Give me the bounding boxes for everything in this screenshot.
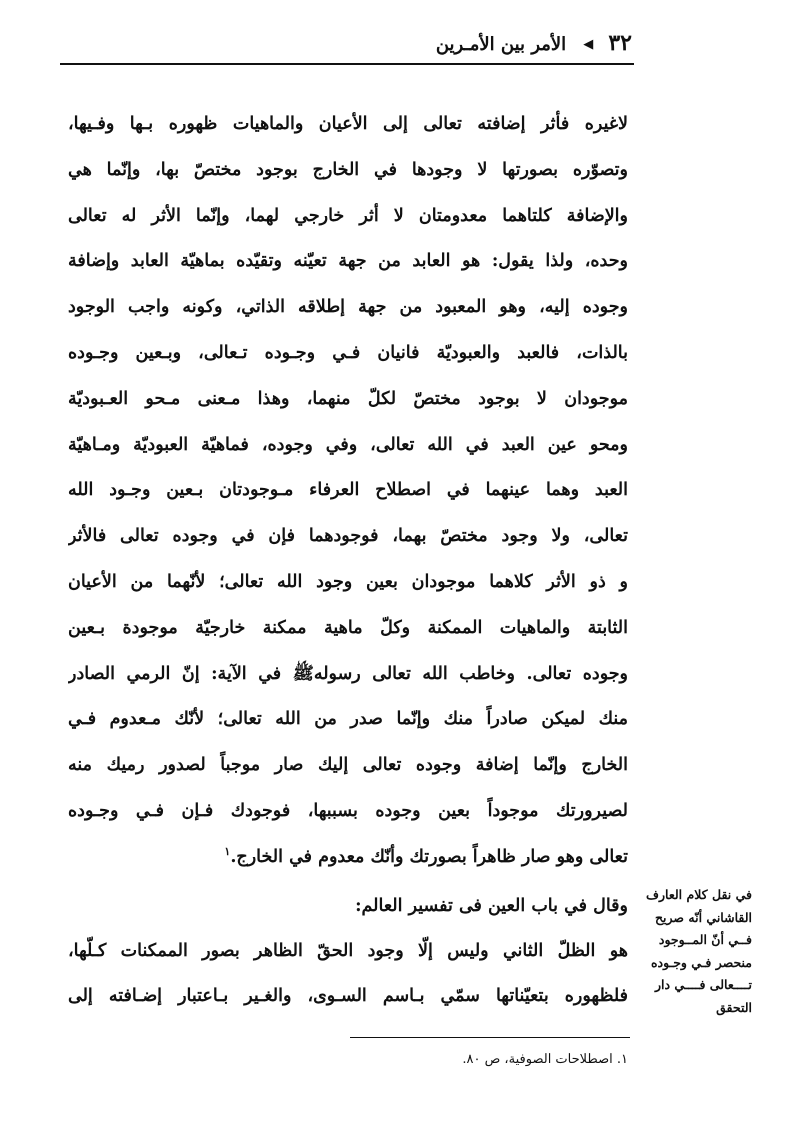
text-line: منك لميكن صادراً منك وإنّما صدر من الله تعالى؛ لأنّك مـعدوم فـي	[68, 709, 628, 730]
margin-note-line: التحقق	[716, 999, 752, 1015]
text-line: وحده، ولذا يقول: هو العابد من جهة تعيّنه وتقيّده بماهيّة العابد وإضافة	[68, 251, 628, 272]
text-line: لصيرورتك موجوداً بعين وجوده بسببها، فوجودك فـإن فـي وجـوده	[68, 800, 628, 821]
running-title: الأمر بين الأمـرين	[435, 34, 567, 55]
text-line: موجودان لا بوجود مختصّ لكلّ منهما، وهذا مـعنى مـحو العـبوديّة	[68, 388, 628, 409]
margin-note-line: في نقل كلام العارف	[646, 887, 752, 902]
text-line: الثابتة والماهيات الممكنة وكلّ ماهية ممكنة خارجيّة موجودة بـعين	[68, 617, 628, 638]
running-header	[60, 30, 632, 58]
margin-note-line: منحصر فـي وجـوده	[650, 954, 752, 970]
text-line-content: تعالى وهو صار ظاهراً بصورتك وأنّك معدوم في الخارج.	[230, 846, 628, 867]
margin-note	[632, 884, 752, 1019]
margin-note-line: القاشاني أنّه صريح	[654, 909, 752, 925]
text-line: فلظهوره بتعيّناتها سمّي بـاسم السـوى، والغـير بـاعتبار إضـافته إلى	[68, 986, 628, 1006]
main-text-block	[68, 102, 628, 881]
text-line: والإضافة كلتاهما معدومتان لا أثر خارجي لهما، وإنّما الأثر له تعالى	[68, 205, 628, 226]
text-line: وجوده تعالى. وخاطب الله تعالى رسولهﷺ في الآية: إنّ الرمي الصادر	[68, 663, 628, 684]
margin-note-line: فــي أنّ المــوجود	[658, 932, 752, 947]
section-heading-line: وقال في باب العين فى تفسير العالم:	[355, 896, 628, 916]
text-line	[68, 835, 628, 881]
footnote: ١. اصطلاحات الصوفية، ص ٨٠.	[462, 1052, 628, 1067]
text-line: ومحو عين العبد في الله تعالى، وفي وجوده، فماهيّة العبوديّة ومـاهيّة	[68, 434, 628, 455]
margin-note-line: تــــعالى فــــي دار	[654, 977, 752, 992]
play-left-icon: ◀	[583, 37, 594, 52]
footnote-rule	[350, 1037, 630, 1038]
text-line: بالذات، فالعبد والعبوديّة فانيان فـي وجـوده تـعالى، وبـعين وجـوده	[68, 342, 628, 363]
page-number: ٣٢	[608, 30, 632, 56]
second-section	[68, 884, 628, 1019]
text-line: وتصوّره بصورتها لا وجودها في الخارج بوجود مختصّ بها، وإنّما هي	[68, 159, 628, 180]
text-line: وجوده إليه، وهو المعبود من جهة إطلاقه الذاتي، وكونه واجب الوجود	[68, 297, 628, 318]
text-line: العبد وهما عينهما في اصطلاح العرفاء مـوجودتان بـعين وجـود الله	[68, 480, 628, 501]
text-line: تعالى، ولا وجود مختصّ بهما، فوجودهما فإن في وجوده تعالى فالأثر	[68, 526, 628, 547]
text-line: لاغيره فأثر إضافته تعالى إلى الأعيان والماهيات ظهوره بـها وفـيها،	[68, 114, 628, 134]
text-line: هو الظلّ الثاني وليس إلّا وجود الحقّ الظاهر بصور الممكنات كـلّها،	[68, 941, 628, 961]
text-line: الخارج وإنّما إضافة وجوده تعالى إليك صار موجباً لصدور رميك منه	[68, 755, 628, 776]
header-rule	[60, 63, 634, 65]
footnote-ref[interactable]: ١	[224, 844, 231, 858]
text-line: و ذو الأثر كلاهما موجودان بعين وجود الله تعالى؛ لأنّهما من الأعيان	[68, 571, 628, 592]
